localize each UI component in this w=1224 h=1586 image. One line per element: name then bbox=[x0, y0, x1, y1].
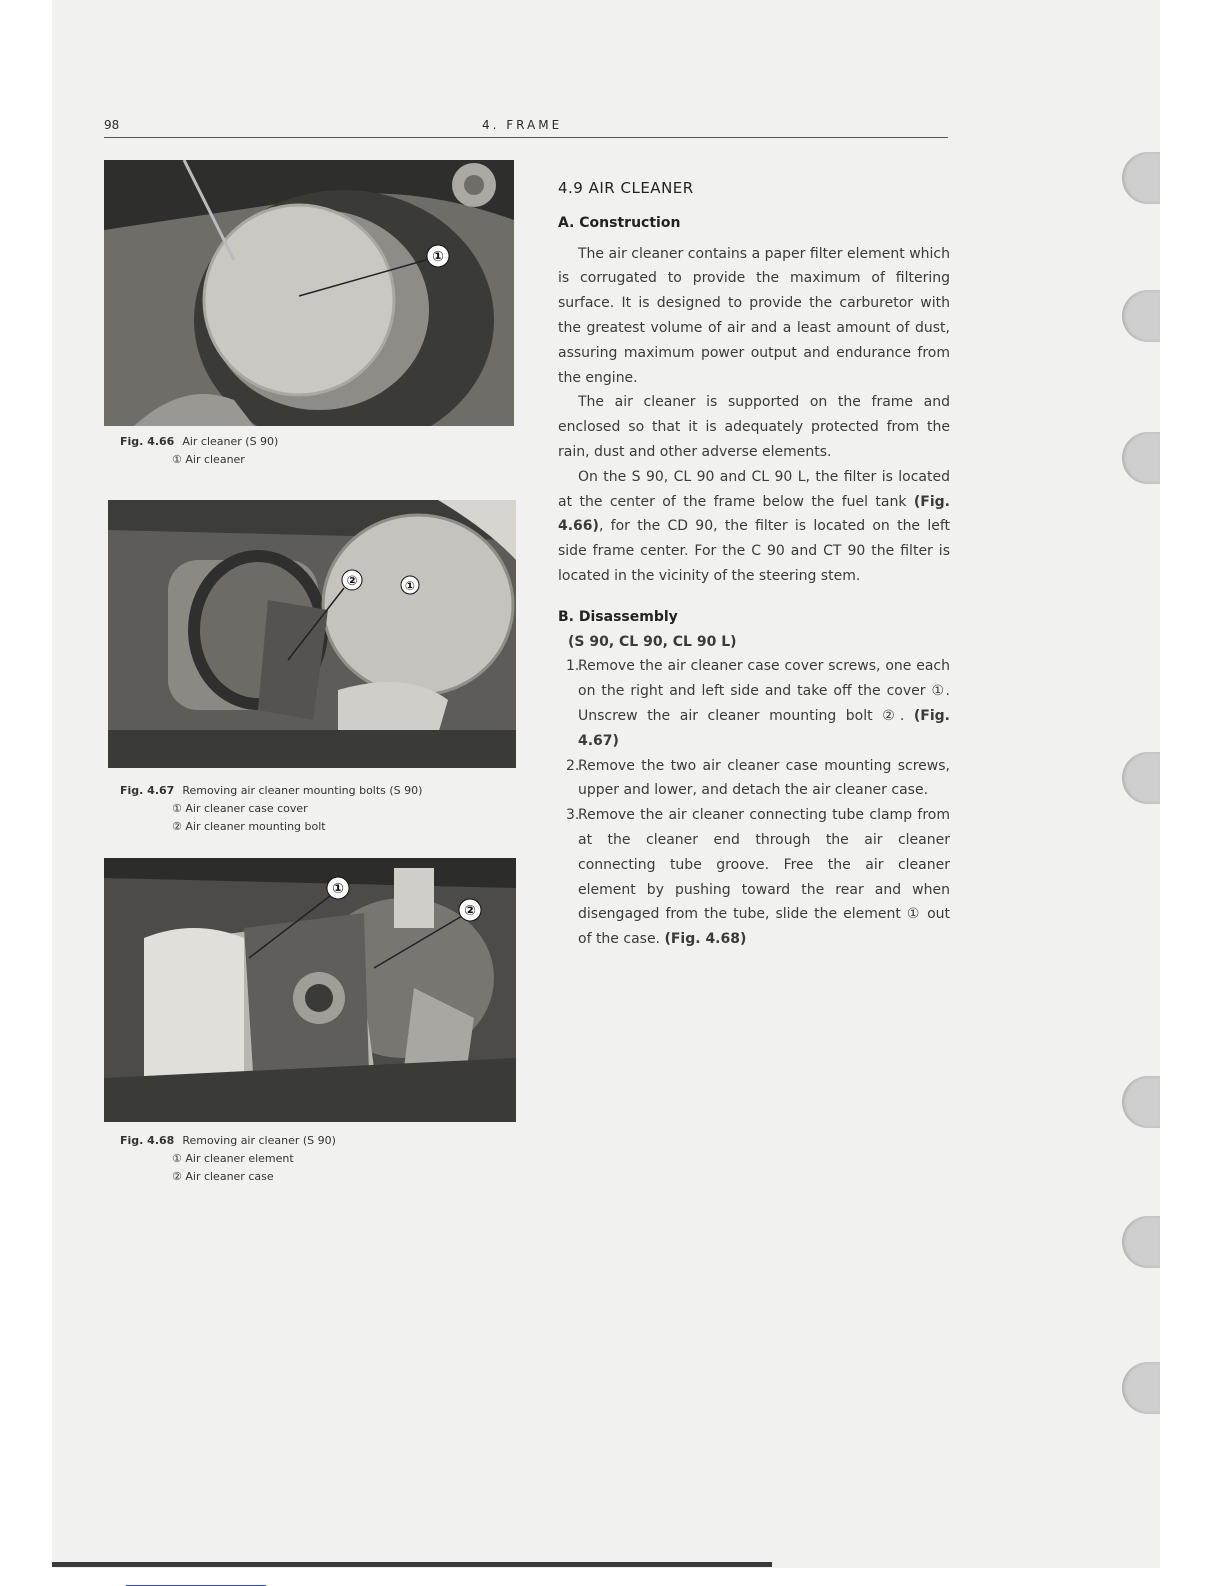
callout-1: ① bbox=[332, 881, 344, 897]
figure-number: Fig. 4.67 bbox=[120, 784, 175, 797]
figure-number: Fig. 4.66 bbox=[120, 435, 175, 448]
figure-title: Air cleaner (S 90) bbox=[182, 435, 279, 448]
figure-4-67-photo bbox=[108, 500, 516, 768]
page-number: 98 bbox=[104, 118, 120, 132]
figure-4-67-caption bbox=[120, 782, 422, 836]
disassembly-heading: B. Disassembly bbox=[558, 608, 678, 625]
paragraph-text: , for the CD 90, the filter is located on the left side frame center. For the C 90 and CT 90 the filter is located in the vicinity of the steering stem. bbox=[558, 518, 950, 584]
step-number: 2. bbox=[566, 757, 580, 774]
step-item bbox=[558, 654, 950, 753]
disassembly-steps bbox=[558, 654, 950, 952]
disassembly-models: (S 90, CL 90, CL 90 L) bbox=[568, 633, 737, 650]
construction-paragraph-3 bbox=[558, 465, 950, 589]
callout-1: ① bbox=[432, 249, 444, 265]
figure-reference: (Fig. 4.66) bbox=[558, 493, 950, 535]
callout-2: ② bbox=[346, 574, 358, 589]
section-title: 4.9 AIR CLEANER bbox=[558, 179, 694, 197]
figure-title: Removing air cleaner mounting bolts (S 90) bbox=[182, 784, 423, 797]
figure-4-68-caption bbox=[120, 1132, 336, 1186]
callout-2: ② bbox=[464, 903, 476, 919]
construction-heading: A. Construction bbox=[558, 214, 681, 231]
step-text: Remove the air cleaner connecting tube clamp from at the cleaner end through the air cleaner connecting tube groove. Free the air cleaner element by pushing toward the rear and when disengaged from the tube, slide the element ① out of the case. bbox=[578, 807, 950, 948]
figure-reference: (Fig. 4.68) bbox=[664, 931, 747, 948]
figure-4-66-caption bbox=[120, 433, 278, 469]
construction-paragraph-2: The air cleaner is supported on the frame and enclosed so that it is adequately protected from the rain, dust and other adverse elements. bbox=[558, 394, 950, 460]
step-text: Remove the two air cleaner case mounting screws, upper and lower, and detach the air cleaner case. bbox=[578, 757, 950, 799]
step-number: 3. bbox=[566, 807, 580, 824]
figure-legend-item: ② Air cleaner case bbox=[172, 1170, 274, 1183]
page-edge-shadow bbox=[52, 1562, 772, 1567]
figure-legend-item: ② Air cleaner mounting bolt bbox=[172, 820, 326, 833]
text-column bbox=[558, 176, 950, 952]
figure-title: Removing air cleaner (S 90) bbox=[182, 1134, 336, 1147]
figure-reference: (Fig. 4.67) bbox=[578, 707, 950, 749]
header-rule bbox=[104, 137, 948, 138]
figure-number: Fig. 4.68 bbox=[120, 1134, 175, 1147]
step-item bbox=[558, 754, 950, 804]
figure-legend-item: ① Air cleaner case cover bbox=[172, 802, 308, 815]
figure-4-68-photo bbox=[104, 858, 516, 1122]
running-header: 4. FRAME bbox=[482, 118, 563, 132]
callout-1: ① bbox=[404, 579, 416, 593]
figure-legend-item: ① Air cleaner bbox=[172, 453, 245, 466]
step-number: 1. bbox=[566, 658, 580, 675]
figure-4-66-photo bbox=[104, 160, 514, 426]
paragraph-text: On the S 90, CL 90 and CL 90 L, the filter is located at the center of the frame below the fuel tank bbox=[558, 468, 950, 510]
step-item bbox=[558, 803, 950, 952]
construction-paragraph-1: The air cleaner contains a paper filter element which is corrugated to provide the maximum of filtering surface. It is designed to provide the carburetor with the greatest volume of air and a least amount of dust, assuring maximum power output and endurance from the engine. bbox=[558, 245, 950, 386]
step-text: Remove the air cleaner case cover screws, one each on the right and left side and take off the cover ①. Unscrew the air cleaner mounting bolt ②. bbox=[578, 658, 950, 724]
figure-legend-item: ① Air cleaner element bbox=[172, 1152, 294, 1165]
